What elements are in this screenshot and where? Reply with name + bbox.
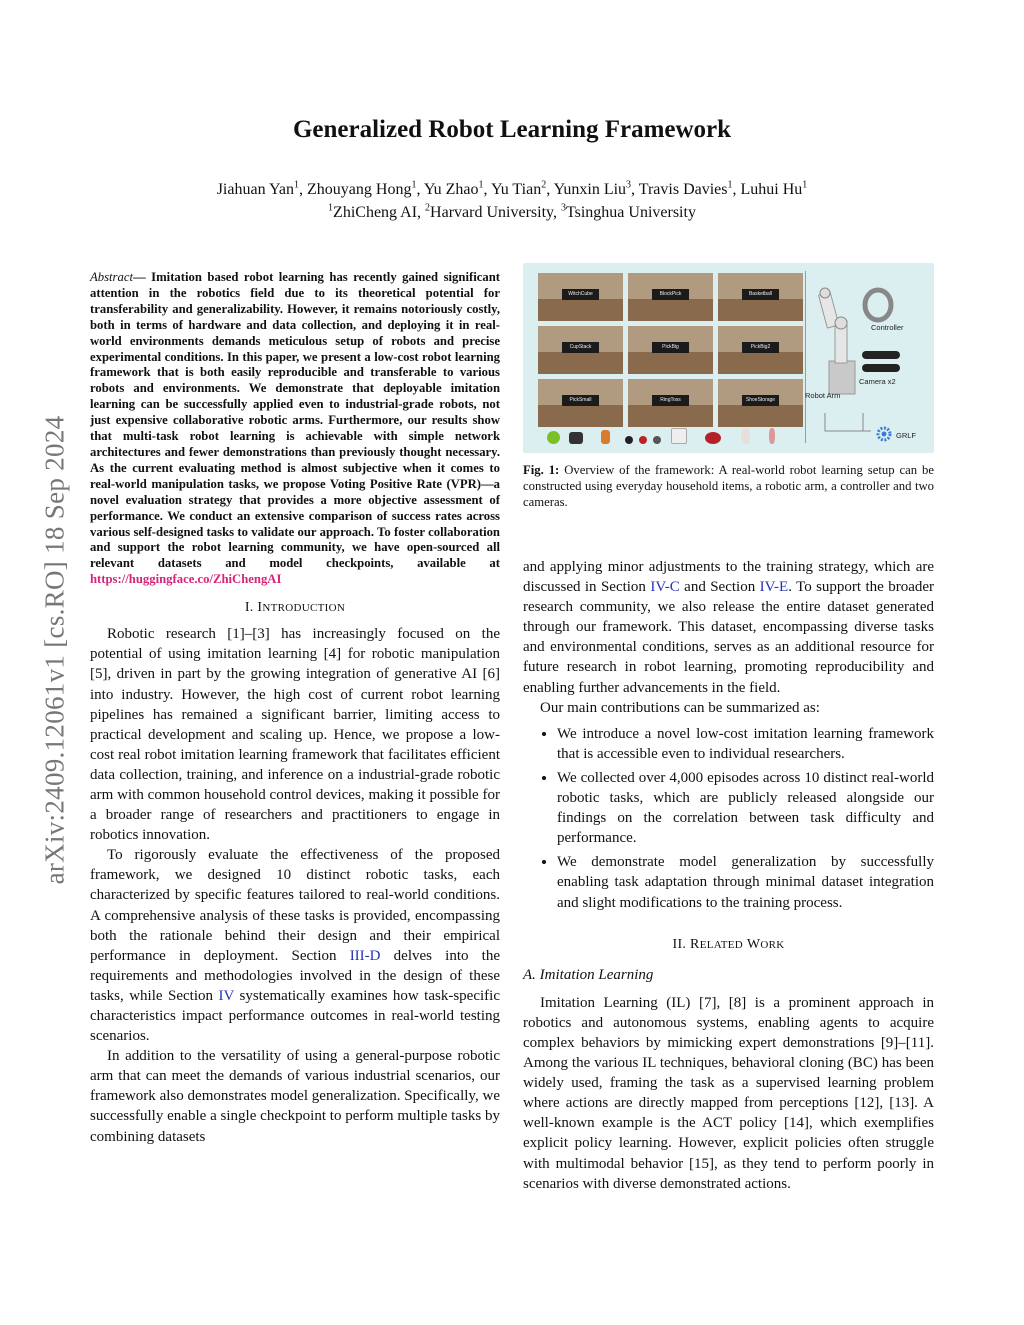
subsection-heading-imitation-learning: A. Imitation Learning <box>523 966 654 983</box>
task-thumbnail <box>628 273 713 321</box>
task-thumbnail <box>538 326 623 374</box>
author-name: Travis Davies$^1$ <box>638 179 733 198</box>
right-column <box>523 557 934 1194</box>
list-item: • We collected over 4,000 episodes across 10 distinct real-world robotic tasks, which are publicly released alongside our findings on the correlation between task difficulty and performance. <box>557 768 934 848</box>
task-label: CupStack <box>562 342 599 353</box>
task-thumbnail <box>628 326 713 374</box>
camera-label: Camera x2 <box>859 377 896 386</box>
dataset-link[interactable]: https://huggingface.co/ZhiChengAI <box>90 572 282 587</box>
grlf-label: GRLF <box>896 431 917 440</box>
section-ref-link[interactable]: IV <box>218 987 235 1004</box>
task-thumbnail <box>538 273 623 321</box>
task-label: PickSmall <box>562 395 599 406</box>
section-heading-introduction: I. INTRODUCTION <box>244 600 346 616</box>
list-item: • We introduce a novel low-cost imitation learning framework that is accessible even to individual researchers. <box>557 724 934 764</box>
task-label: Basketball <box>742 289 779 300</box>
affiliation-list: $^1$ZhiCheng AI, $^2$Harvard University, $^3$Tsinghua University <box>328 202 696 221</box>
task-label: ShoeStorage <box>742 395 779 406</box>
section-ref-link[interactable]: IV-E <box>759 579 789 596</box>
task-label: BlockPick <box>652 289 689 300</box>
task-label: PickBig <box>652 342 689 353</box>
controller-label: Controller <box>871 323 904 332</box>
section-ref-link[interactable]: III-D <box>349 947 381 964</box>
affiliation: $^2$Harvard University <box>425 202 553 221</box>
figure-1-image <box>523 263 934 453</box>
section-heading-related-work: II. RELATED WORK <box>672 936 785 952</box>
task-thumbnail <box>538 379 623 427</box>
contributions-intro: Our main contributions can be summarized as: <box>540 699 820 716</box>
figure-1-caption: Fig. 1: Overview of the framework: A real-world robot learning setup can be constructed using everyday household items, a robotic arm, a controller and two cameras. <box>523 463 934 510</box>
robot-arm-label: Robot Arm <box>805 391 841 400</box>
task-thumbnail <box>718 326 803 374</box>
intro-paragraph-2: To rigorously evaluate the effectiveness of the proposed framework, we designed 10 distinct robotic tasks, each characterized by specific features tailored to real-world conditions. A comprehensive analysis of these tasks is provided, encompassing both the rationale behind their design and their empirical performance in deployment. Section III-D delves into the requirements and methodologies involved in the design of these tasks, while Section IV systematically examines how task-specific characteristics impact performance outcomes in real-world testing scenarios. <box>90 847 500 1045</box>
author-list: Jiahuan Yan$^1$, Zhouyang Hong$^1$, Yu Zhao$^1$, Yu Tian$^2$, Yunxin Liu$^3$, Travis Davies$^1$, Luhui Hu$^1$ <box>216 179 808 198</box>
author-name: Zhouyang Hong$^1$ <box>307 179 417 198</box>
figure-divider <box>805 271 806 443</box>
intro-paragraph-1: Robotic research [1]–[3] has increasingly focused on the potential of using imitation learning [4] for robotic manipulation [5], driven in part by the growing integration of generative AI [6] into industry. However, the high cost of current robot learning pipelines has remained a significant barrier, limiting access to practical development and scaling up. Hence, we propose a low-cost real robot imitation learning framework that facilitates efficient data collection, training, and inference on a industrial-grade robotic arm with common household control devices, making it possible for a broader range of researchers and practitioners to engage in robotics innovation. <box>90 626 500 844</box>
list-item: • We demonstrate model generalization by successfully enabling task adaptation through minimal dataset integration and slight modifications to the training process. <box>557 852 934 912</box>
affiliation: $^1$ZhiCheng AI <box>328 202 418 221</box>
author-name: Yu Tian$^2$ <box>490 179 547 198</box>
left-column <box>90 270 500 1147</box>
affiliation: $^3$Tsinghua University <box>560 202 696 221</box>
author-name: Luhui Hu$^1$ <box>740 179 808 198</box>
task-thumbnail <box>718 379 803 427</box>
author-name: Yunxin Liu$^3$ <box>553 179 632 198</box>
related-paragraph-1: Imitation Learning (IL) [7], [8] is a prominent approach in robotics and autonomous systems, enabling agents to acquire complex behaviors by mimicking expert demonstrations [9]–[11]. Among the various IL techniques, behavioral cloning (BC) has been widely used, framing the task as a supervised learning problem where actions are directly mapped from perceptions [12], [13]. A well-known example is the ACT policy [14], which exemplifies explicit policy learning. However, explicit policies often struggle with multimodal behavior [15], as they tend to perform poorly in scenarios with diverse demonstrated actions. <box>523 994 934 1192</box>
paper-title: Generalized Robot Learning Framework <box>292 116 732 143</box>
intro-paragraph-3-continued: and applying minor adjustments to the training strategy, which are discussed in Section IV-C and Section IV-E. To support the broader research community, we also release the entire dataset generated through our framework. This dataset, encompassing diverse tasks and environmental conditions, serves as an additional resource for future research in robot learning, promoting reproducibility and enabling further advancements in the field. <box>523 559 935 696</box>
abstract-body: — Imitation based robot learning has recently gained significant attention in the robotics field due to its theoretical potential for transferability and generalizability. However, it remains notoriously costly, both in terms of hardware and data collection, and deploying it in real-world environments demands meticulous setup of robots and precise experimental conditions. In this paper, we present a low-cost robot learning framework that is both easily reproducible and transferable to various robots and environments. We demonstrate that deployable imitation learning can be successfully applied even to industrial-grade robots, not just expensive collaborative robotic arms. Furthermore, our results show that multi-task robot learning is achievable with simple network architectures and fewer demonstrations than previously thought necessary. As the current evaluating method is almost subjective when it comes to real-world manipulation tasks, we propose Voting Positive Rate (VPR)—a novel evaluation strategy that provides a more objective assessment of performance. We conduct an extensive comparison of success rates across various self-designed tasks to validate our approach. To foster collaboration and support the robot learning community, we have open-sourced all relevant datasets and model checkpoints, available at <box>90 270 500 571</box>
arxiv-sidebar-stamp <box>30 355 80 945</box>
task-thumbnail <box>718 273 803 321</box>
intro-paragraph-3: In addition to the versatility of using a general-purpose robotic arm that can meet the demands of various industrial scenarios, our framework also demonstrates model generalization. Specifically, we successfully enable a single checkpoint to perform multiple tasks by combining datasets <box>90 1048 500 1145</box>
connector-lines <box>823 411 873 441</box>
task-label: WitchCube <box>562 289 599 300</box>
abstract-label: Abstract <box>90 270 133 284</box>
robot-arm-icon <box>813 281 861 396</box>
contributions-list <box>523 724 934 913</box>
author-block <box>0 178 1024 224</box>
camera-icon <box>860 349 902 375</box>
arxiv-id: arXiv:2409.12061v1 [cs.RO] 18 Sep 2024 <box>39 415 70 885</box>
author-name: Yu Zhao$^1$ <box>423 179 484 198</box>
author-name: Jiahuan Yan$^1$ <box>216 179 300 198</box>
task-label: RingToss <box>652 395 689 406</box>
controller-icon <box>858 285 898 325</box>
section-ref-link[interactable]: IV-C <box>650 579 680 596</box>
task-thumbnail <box>628 379 713 427</box>
household-objects <box>543 426 793 446</box>
task-grid <box>538 273 806 430</box>
abstract <box>90 270 500 588</box>
task-label: PickBig2 <box>742 342 779 353</box>
gear-icon <box>876 426 892 442</box>
